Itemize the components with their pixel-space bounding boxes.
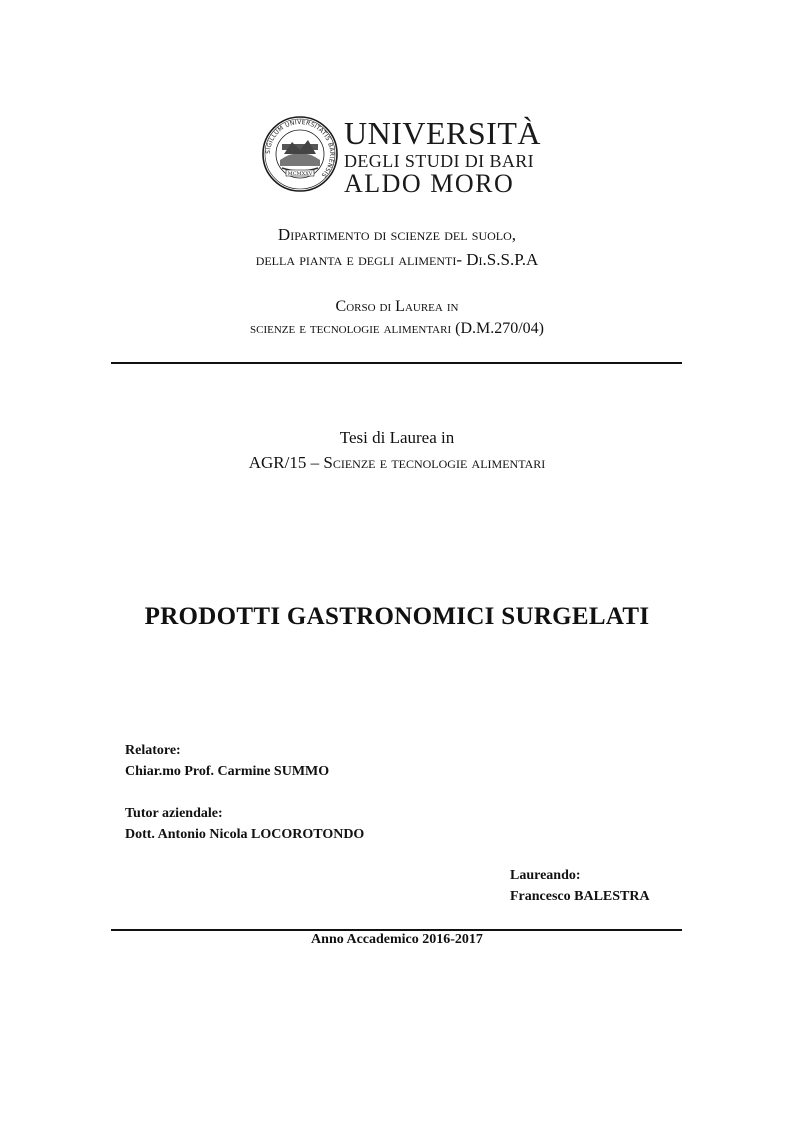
course-line-2: scienze e tecnologie alimentari (D.M.270/04) [249,320,545,337]
academic-year: Anno Accademico 2016-2017 [311,932,483,947]
bottom-divider [111,929,682,931]
tutor-label: Tutor aziendale: [125,806,223,821]
relatore-label: Relatore: [125,743,181,758]
logo-line-1: UNIVERSITÀ [344,115,541,151]
seal-year: MCMXXV [287,171,313,177]
thesis-type: Tesi di Laurea in [339,428,455,447]
thesis-code: AGR/15 – [248,453,324,472]
thesis-discipline [0,450,794,476]
top-divider [111,362,682,364]
department-line-1: Dipartimento di scienze del suolo, [277,225,517,244]
university-seal-icon [262,116,338,192]
university-wordmark [344,115,541,198]
tutor-name: Dott. Antonio Nicola LOCOROTONDO [125,827,365,842]
logo-line-3: ALDO MORO [344,169,515,198]
department-line-2: della pianta e degli alimenti- Di.S.S.P.A [255,250,539,269]
relatore-name: Chiar.mo Prof. Carmine SUMMO [125,764,330,779]
seal-motto: SIGILLUM UNIVERSITATIS BARIENSIS [264,118,336,179]
logo-line-2: DEGLI STUDI DI BARI [344,151,535,171]
course-line-1: Corso di Laurea in [335,298,459,315]
thesis-title: PRODOTTI GASTRONOMICI SURGELATI [144,603,650,630]
university-logo [262,115,541,198]
laureando-label: Laureando: [510,868,581,883]
laureando-name: Francesco BALESTRA [510,889,650,904]
thesis-subject: Scienze e tecnologie alimentari [323,453,546,472]
